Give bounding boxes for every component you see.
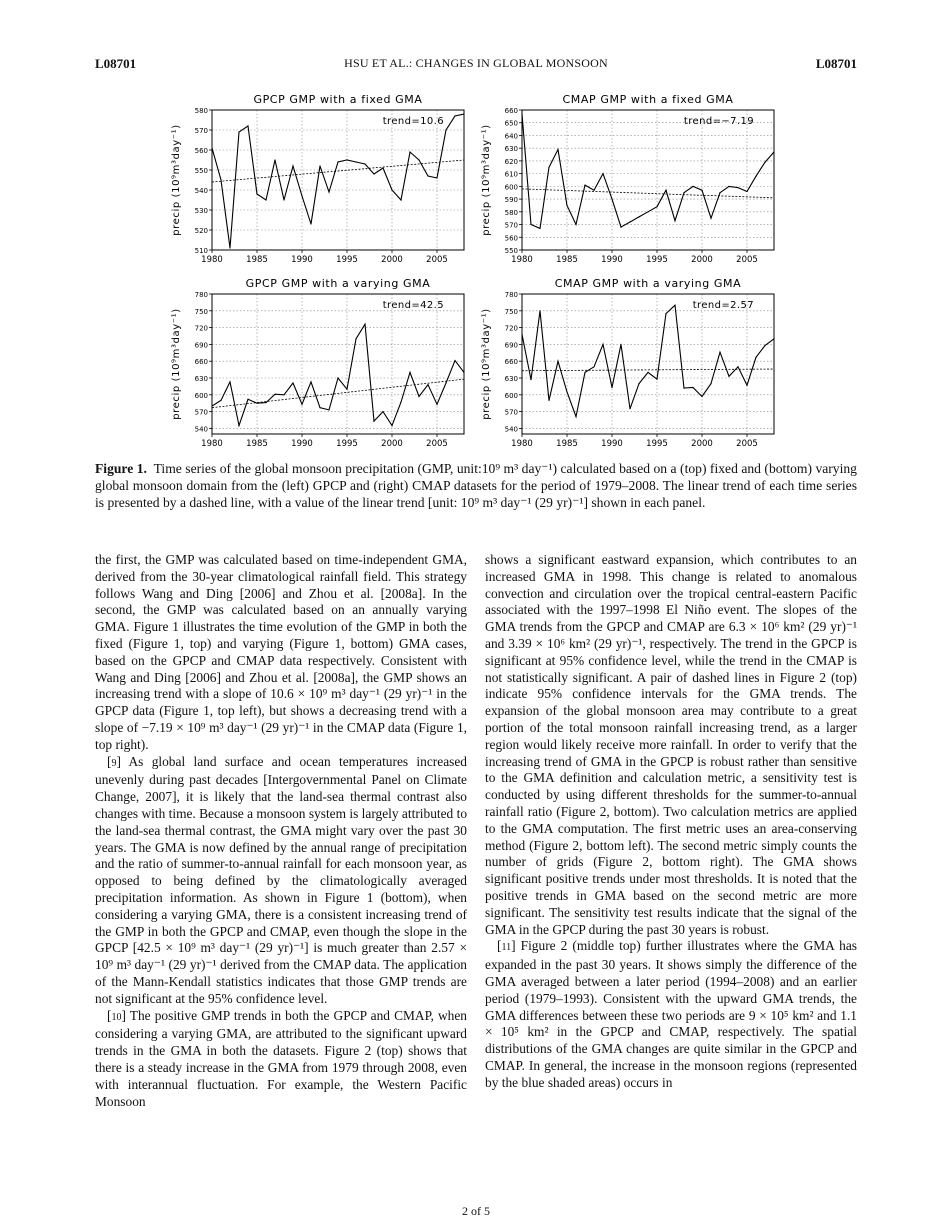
data-point	[229, 381, 230, 382]
y-tick-label: 510	[194, 247, 208, 255]
data-point	[373, 421, 374, 422]
data-point	[256, 193, 257, 194]
trend-annotation: trend=42.5	[382, 300, 444, 311]
plot-frame	[212, 294, 464, 434]
x-tick-label: 2000	[381, 255, 403, 265]
paragraph-text: As global land surface and ocean temperatures increased unevenly during past decades [Intergovernmental Panel on Climate Change, 2007], it is likely that the land-sea thermal contrast also changes with time. Because a monsoon system is largely attributed to the land-sea thermal contrast, the GMA might vary over the past 30 years. The GMA is now defined by the annual range of precipitation and the ratio of summer-to-annual rainfall for each monsoon year, as opposed to being defined by the climatologically averaged precipitation information. As shown in Figure 1 (bottom), when considering a varying GMA, there is a consistent increasing trend of the GMP in both the GPCP and CMAP, even though the slope in the GPCP [42.5 × 10⁹ m³ day⁻¹ (29 yr)⁻¹] is much greater than 2.57 × 10⁹ m³ day⁻¹ (29 yr)⁻¹ derived from the CMAP data. The application of the Mann-Kendall statistics indicates that those GMP trends are not significant at the 95% confidence level.	[95, 753, 468, 1006]
trend-line	[522, 189, 774, 198]
y-tick-label: 520	[194, 227, 208, 235]
data-point	[238, 425, 239, 426]
chart-title: CMAP GMP with a fixed GMA	[562, 93, 734, 106]
data-point	[746, 191, 747, 192]
series-line	[513, 305, 774, 416]
y-axis-label: precip (10⁹m³day⁻¹)	[171, 124, 182, 236]
running-header-left: L08701	[95, 56, 137, 71]
data-point	[427, 384, 428, 385]
y-tick-label: 750	[194, 307, 208, 316]
data-point	[701, 396, 702, 397]
data-point	[620, 344, 621, 345]
y-tick-label: 780	[194, 291, 208, 299]
data-point	[539, 310, 540, 311]
data-point	[674, 220, 675, 221]
data-point	[746, 385, 747, 386]
data-point	[220, 179, 221, 180]
chart-panel	[171, 277, 465, 449]
x-tick-label: 1995	[646, 439, 668, 449]
paragraph-number: 10	[111, 1011, 122, 1023]
data-point	[548, 167, 549, 168]
data-point	[737, 366, 738, 367]
y-axis-label: precip (10⁹m³day⁻¹)	[481, 124, 492, 236]
chart-title: GPCP GMP with a fixed GMA	[253, 93, 423, 106]
data-point	[418, 159, 419, 160]
paragraph-number: 9	[111, 757, 117, 769]
data-point	[728, 376, 729, 377]
data-point	[265, 199, 266, 200]
trend-line	[212, 379, 464, 408]
data-point	[463, 372, 464, 373]
y-tick-label: 640	[504, 132, 518, 141]
data-point	[400, 199, 401, 200]
data-point	[418, 396, 419, 397]
data-point	[391, 189, 392, 190]
data-point	[692, 186, 693, 187]
data-point	[220, 400, 221, 401]
data-point	[620, 226, 621, 227]
y-tick-label: 550	[194, 167, 208, 175]
data-point	[463, 113, 464, 114]
data-point	[391, 425, 392, 426]
data-point	[566, 391, 567, 392]
data-point	[530, 379, 531, 380]
data-point	[656, 206, 657, 207]
y-tick-label: 620	[504, 157, 518, 166]
x-tick-label: 2005	[736, 255, 758, 265]
y-tick-label: 570	[194, 127, 208, 135]
data-point	[283, 394, 284, 395]
data-point	[238, 131, 239, 132]
data-point	[427, 175, 428, 176]
y-tick-label: 560	[504, 234, 518, 243]
plot-frame	[522, 110, 774, 250]
trend-annotation: trend=2.57	[692, 300, 754, 311]
y-tick-label: 630	[194, 375, 208, 383]
data-point	[319, 407, 320, 408]
data-point	[602, 173, 603, 174]
data-point	[566, 205, 567, 206]
data-point	[382, 411, 383, 412]
x-tick-label: 1980	[511, 255, 533, 265]
y-tick-label: 780	[504, 291, 518, 299]
data-point	[629, 221, 630, 222]
paragraph: [10] The positive GMP trends in both the GPCP and CMAP, when considering a varying GMA, are attributed to the significant upward trends in the GMA in both the datasets. Figure 2 (top) shows that there is a steady increase in the GMA from 1979 through 2008, even with interannual fluctuation. For example, the Western Pacific Monsoon	[95, 1007, 467, 1109]
data-point	[337, 377, 338, 378]
chart-panel	[481, 93, 775, 265]
y-tick-label: 530	[194, 207, 208, 215]
data-point	[211, 405, 212, 406]
data-point	[274, 394, 275, 395]
data-point	[602, 344, 603, 345]
x-tick-label: 1990	[291, 439, 313, 449]
y-tick-label: 630	[504, 145, 518, 154]
data-point	[647, 372, 648, 373]
y-tick-label: 570	[194, 408, 208, 417]
y-tick-label: 540	[194, 425, 208, 434]
data-point	[539, 228, 540, 229]
data-point	[301, 404, 302, 405]
data-point	[764, 345, 765, 346]
data-point	[584, 372, 585, 373]
y-tick-label: 580	[194, 107, 208, 115]
data-point	[310, 381, 311, 382]
series-line	[513, 114, 774, 229]
data-point	[557, 149, 558, 150]
data-point	[683, 387, 684, 388]
figure-caption	[95, 460, 857, 511]
data-point	[445, 382, 446, 383]
y-tick-label: 590	[504, 196, 518, 205]
y-tick-label: 540	[194, 187, 208, 195]
data-point	[575, 224, 576, 225]
x-tick-label: 1985	[246, 255, 268, 265]
chart-title: CMAP GMP with a varying GMA	[554, 277, 742, 290]
y-tick-label: 720	[504, 324, 518, 333]
x-tick-label: 2005	[426, 255, 448, 265]
running-header-title: HSU ET AL.: CHANGES IN GLOBAL MONSOON	[344, 56, 608, 70]
trend-annotation: trend=−7.19	[683, 116, 754, 127]
x-tick-label: 2000	[691, 255, 713, 265]
data-point	[764, 162, 765, 163]
data-point	[319, 165, 320, 166]
y-tick-label: 570	[504, 408, 518, 417]
figure-1-svg	[150, 88, 810, 453]
y-tick-label: 690	[504, 341, 518, 350]
y-tick-label: 550	[504, 247, 518, 255]
data-point	[409, 372, 410, 373]
trend-annotation: trend=10.6	[382, 116, 444, 127]
y-tick-label: 630	[504, 375, 518, 383]
data-point	[355, 338, 356, 339]
data-point	[229, 247, 230, 248]
x-tick-label: 2005	[426, 439, 448, 449]
y-tick-label: 660	[504, 107, 518, 115]
y-tick-label: 540	[504, 425, 518, 434]
data-point	[710, 218, 711, 219]
body-column-right	[485, 552, 857, 1092]
data-point	[593, 190, 594, 191]
y-tick-label: 560	[194, 147, 208, 155]
x-tick-label: 1995	[336, 255, 358, 265]
y-tick-label: 580	[504, 208, 518, 217]
data-point	[548, 400, 549, 401]
page-number: 2 of 5	[462, 1204, 490, 1218]
paragraph: [11] Figure 2 (middle top) further illustrates where the GMA has expanded in the past 30 years. It shows simply the difference of the GMA averaged between a later period (1994–2008) and an earlier period (1979–1993). Consistent with the upward GMA trends, the GMA differences between these two periods are 9 × 10⁵ km² and 1.1 × 10⁵ km² in the GPCP and CMAP, respectively. The spatial distributions of the GMA changes are quite similar in the GPCP and CMAP. In general, the increase in the monsoon regions (represented by the blue shaded areas) occurs in	[485, 938, 857, 1090]
data-point	[665, 190, 666, 191]
data-point	[575, 416, 576, 417]
data-point	[584, 184, 585, 185]
running-header-right: L08701	[815, 56, 857, 71]
data-point	[665, 313, 666, 314]
data-point	[364, 163, 365, 164]
data-point	[674, 305, 675, 306]
x-tick-label: 2000	[691, 439, 713, 449]
y-axis-label: precip (10⁹m³day⁻¹)	[481, 308, 492, 420]
data-point	[521, 334, 522, 335]
x-tick-label: 1985	[246, 439, 268, 449]
data-point	[409, 151, 410, 152]
x-tick-label: 2005	[736, 439, 758, 449]
y-tick-label: 610	[504, 170, 518, 179]
data-point	[328, 191, 329, 192]
y-tick-label: 660	[504, 358, 518, 367]
data-point	[373, 173, 374, 174]
data-point	[382, 167, 383, 168]
data-point	[755, 357, 756, 358]
x-tick-label: 1985	[556, 255, 578, 265]
data-point	[346, 389, 347, 390]
y-tick-label: 750	[504, 307, 518, 316]
plot-frame	[212, 110, 464, 250]
data-point	[755, 176, 756, 177]
y-tick-label: 650	[504, 119, 518, 128]
data-point	[454, 115, 455, 116]
chart-panel	[481, 277, 775, 449]
data-point	[521, 113, 522, 114]
data-point	[638, 383, 639, 384]
data-point	[274, 159, 275, 160]
paragraph: shows a significant eastward expansion, which contributes to an increased GMA in 1998. This change is related to anomalous convection and circulation over the tropical central-eastern Pacific associated with the 1997–1998 El Niño event. The slopes of the GMA trends from the GPCP and CMAP are 6.3 × 10⁶ km² (29 yr)⁻¹ and 3.39 × 10⁶ km² (29 yr)⁻¹, respectively. The trend in the GPCP is significant at 95% confidence level, while the trend in the CMAP is not statistically significant. A pair of dashed lines in Figure 2 (top) indicate 95% confidence intervals for the GMA trends. The expansion of the global monsoon area may contribute to a great portion of the total monsoon rainfall increasing trend, as a larger region would likely receive more rainfall. In order to verify that the increasing trend of GMA in the GPCP is robust rather than sensitive to the GMA definition and calculation metric, a sensitivity test is conducted by using different thresholds for the summer-to-annual rainfall ratio (Figure 2, bottom). Two calculation metrics are applied to the GMA computation. The first metric uses an area-conserving method (Figure 2, bottom left). The second metric simply counts the number of grids (Figure 2, bottom right). The GMA shows significant positive trends under most thresholds. It is noted that the positive trends in GMA based on the second metric are more significant. The sensitivity test results indicate that the signal of the GMA in the GPCP during the past 30 years is robust.	[485, 552, 857, 937]
data-point	[436, 177, 437, 178]
data-point	[773, 151, 774, 152]
y-tick-label: 570	[504, 221, 518, 230]
figure-1	[150, 88, 810, 453]
series-line	[203, 324, 464, 425]
y-tick-label: 600	[504, 183, 518, 192]
paragraph: the first, the GMP was calculated based on time-independent GMA, derived from the 30-year climatological rainfall field. This strategy follows Wang and Ding [2006] and Zhou et al. [2008a]. In the second, the GMP was calculated based on an annually varying GMA. Figure 1 illustrates the time evolution of the GMP in both the fixed (Figure 1, top) and varying (Figure 1, bottom) GMA cases, based on the GPCP and CMAP data respectively. Consistent with Wang and Ding [2006] and Zhou et al. [2008a], the GMP shows an increasing trend with a slope of 10.6 × 10⁹ m³ day⁻¹ (29 yr)⁻¹ in the GPCP data (Figure 1, top left), but shows a decreasing trend with a slope of −7.19 × 10⁹ m³ day⁻¹ (29 yr)⁻¹ in the CMAP data (Figure 1, top right).	[95, 552, 467, 752]
data-point	[355, 161, 356, 162]
x-tick-label: 1990	[601, 439, 623, 449]
x-tick-label: 1980	[201, 255, 223, 265]
data-point	[283, 199, 284, 200]
paragraph: [9] As global land surface and ocean temperatures increased unevenly during past decades [Intergovernmental Panel on Climate Change, 2007], it is likely that the land-sea thermal contrast also changes with time. Because a monsoon system is largely attributed to the land-sea thermal contrast, the GMA might vary over the past 30 years. The GMA is now defined by the annual range of precipitation and the ratio of summer-to-annual rainfall for each monsoon year, as opposed to being defined by the climatologically averaged precipitation information. As shown in Figure 1 (bottom), when considering a varying GMA, there is a consistent increasing trend of the GMP in both the GPCP and CMAP, even though the slope in the GPCP [42.5 × 10⁹ m³ day⁻¹ (29 yr)⁻¹] is much greater than 2.57 × 10⁹ m³ day⁻¹ (29 yr)⁻¹ derived from the CMAP data. The application of the Mann-Kendall statistics indicates that those GMP trends are not significant at the 95% confidence level.	[95, 753, 468, 1006]
data-point	[301, 195, 302, 196]
y-tick-label: 690	[194, 341, 208, 350]
plot-frame	[522, 294, 774, 434]
body-column-left	[95, 552, 467, 1110]
data-point	[337, 161, 338, 162]
x-tick-label: 1995	[646, 255, 668, 265]
data-point	[400, 401, 401, 402]
data-point	[611, 198, 612, 199]
data-point	[656, 379, 657, 380]
data-point	[292, 165, 293, 166]
data-point	[364, 324, 365, 325]
y-axis-label: precip (10⁹m³day⁻¹)	[171, 308, 182, 420]
caption-label: Figure 1.	[95, 461, 147, 476]
data-point	[247, 399, 248, 400]
x-tick-label: 1990	[601, 255, 623, 265]
data-point	[265, 402, 266, 403]
data-point	[701, 190, 702, 191]
x-tick-label: 1980	[511, 439, 533, 449]
data-point	[530, 224, 531, 225]
x-tick-label: 1995	[336, 439, 358, 449]
data-point	[346, 159, 347, 160]
caption-text: Time series of the global monsoon precipitation (GMP, unit:10⁹ m³ day⁻¹) calculated based on a (top) fixed and (bottom) varying global monsoon domain from the (left) GPCP and (right) CMAP datasets for the period of 1979–2008. The linear trend of each time series is presented by a dashed line, with a value of the linear trend [unit: 10⁹ m³ day⁻¹ (29 yr)⁻¹] shown in each panel.	[95, 461, 857, 510]
data-point	[256, 403, 257, 404]
data-point	[719, 192, 720, 193]
data-point	[728, 186, 729, 187]
data-point	[593, 366, 594, 367]
data-point	[247, 125, 248, 126]
data-point	[454, 360, 455, 361]
data-point	[445, 129, 446, 130]
data-point	[719, 352, 720, 353]
data-point	[310, 223, 311, 224]
data-point	[611, 387, 612, 388]
x-tick-label: 1985	[556, 439, 578, 449]
paragraph-number: 11	[501, 942, 512, 954]
data-point	[436, 404, 437, 405]
x-tick-label: 2000	[381, 439, 403, 449]
data-point	[647, 211, 648, 212]
data-point	[629, 408, 630, 409]
data-point	[638, 216, 639, 217]
data-point	[557, 361, 558, 362]
chart-title: GPCP GMP with a varying GMA	[245, 277, 431, 290]
y-tick-label: 600	[504, 391, 518, 400]
y-tick-label: 720	[194, 324, 208, 333]
x-tick-label: 1980	[201, 439, 223, 449]
data-point	[710, 383, 711, 384]
data-point	[211, 147, 212, 148]
data-point	[737, 187, 738, 188]
paragraph-text: Figure 2 (middle top) further illustrates where the GMA has expanded in the past 30 years. It shows simply the difference of the GMA averaged between a later period (1994–2008) and an earlier period (1979–1993). Consistent with the upward GMA trends, the GMA differences between these two periods are 9 × 10⁵ km² and 1.1 × 10⁵ km² in the GPCP and CMAP, respectively. The spatial distributions of the GMA changes are quite similar in the GPCP and CMAP. In general, the increase in the monsoon regions (represented by the blue shaded areas) occurs in	[485, 938, 857, 1090]
x-tick-label: 1990	[291, 255, 313, 265]
data-point	[292, 382, 293, 383]
y-tick-label: 660	[194, 358, 208, 367]
y-tick-label: 600	[194, 391, 208, 400]
data-point	[328, 409, 329, 410]
paragraph-text: The positive GMP trends in both the GPCP and CMAP, when considering a varying GMA, are attributed to the significant upward trends in the GMA in both the datasets. Figure 2 (top) shows that there is a steady increase in the GMA from 1979 through 2008, even with interannual fluctuation. For example, the Western Pacific Monsoon	[95, 1007, 467, 1109]
data-point	[692, 387, 693, 388]
series-line	[203, 114, 464, 248]
data-point	[683, 192, 684, 193]
chart-panel	[171, 93, 465, 265]
data-point	[773, 338, 774, 339]
